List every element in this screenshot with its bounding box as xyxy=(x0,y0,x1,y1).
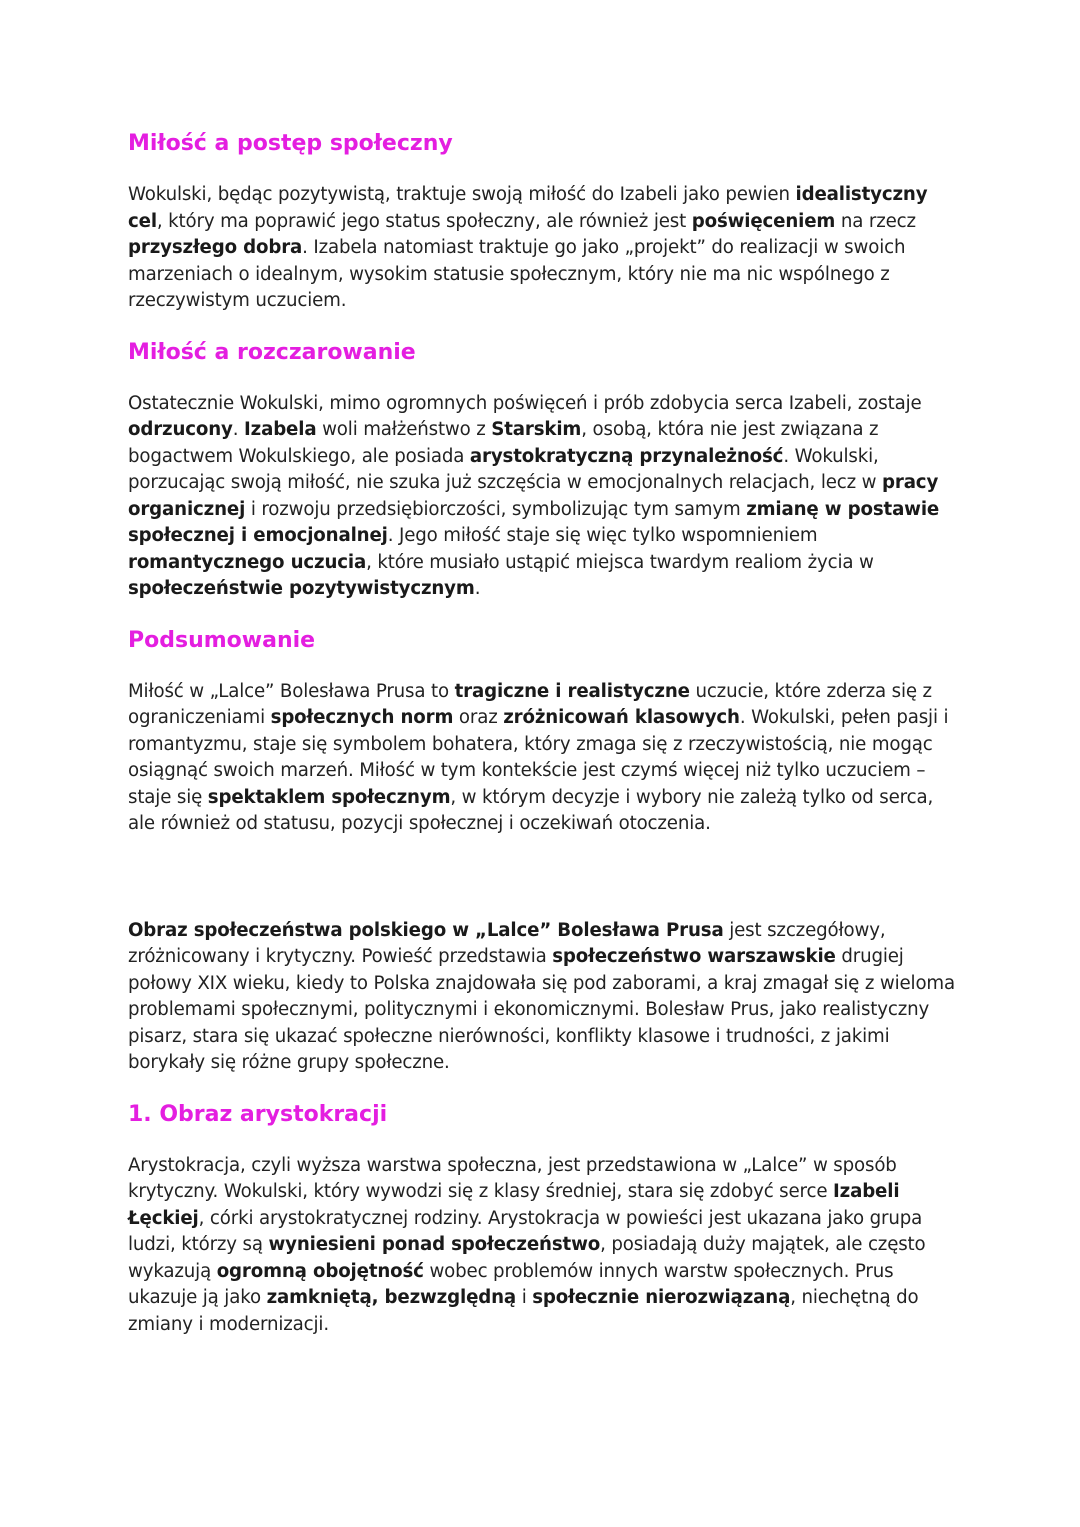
bold-phrase: odrzucony xyxy=(128,419,233,440)
heading-obraz-arystokracji: 1. Obraz arystokracji xyxy=(128,1101,388,1127)
bold-phrase: społecznie nierozwiązaną xyxy=(532,1287,791,1308)
heading-milosc-postep: Miłość a postęp społeczny xyxy=(128,131,453,156)
paragraph-podsumowanie: Miłość w „Lalce” Bolesława Prusa to tragiczne i realistyczne uczucie, które zderza się z ograniczeniami społecznych norm oraz zróżnicowań klasowych. Wokulski, pełen pasji i romantyzmu, staje się symbolem bohatera, który zmaga się z rzeczywistością, nie mogąc osiągnąć swoich marzeń. Miłość w tym kontekście jest czymś więcej niż tylko uczuciem – staje się spektaklem społecznym, w którym decyzje i wybory nie zależą tylko od serca, ale również od statusu, pozycji społecznej i oczekiwań otoczenia. xyxy=(128,680,949,834)
bold-phrase: społeczeństwie pozytywistycznym xyxy=(128,578,475,599)
bold-phrase: Izabela xyxy=(244,419,317,440)
bold-phrase: ogromną obojętność xyxy=(216,1260,424,1282)
heading-podsumowanie: Podsumowanie xyxy=(128,627,316,653)
bold-phrase: arystokratyczną przynależność xyxy=(469,445,784,467)
bold-phrase: społeczeństwo warszawskie xyxy=(552,946,836,967)
bold-phrase: pracy organicznej xyxy=(128,472,939,520)
document-content xyxy=(128,128,958,1338)
paragraph-milosc-rozczarowanie: Ostatecznie Wokulski, mimo ogromnych poświęceń i prób zdobycia serca Izabeli, zostaje odrzucony. Izabela woli małżeństwo z Starskim, osobą, która nie jest związana z bogactwem Wokulskiego, ale posiada arystokratyczną przynależność. Wokulski, porzucając swoją miłość, nie szuka już szczęścia w emocjonalnych relacjach, lecz w pracy organicznej i rozwoju przedsiębiorczości, symbolizując tym samym zmianę w postawie społecznej i emocjonalnej. Jego miłość staje się więc tylko wspomnieniem romantycznego uczucia, które musiało ustąpić miejsca twardym realiom życia w społeczeństwie pozytywistycznym. xyxy=(128,392,940,599)
bold-phrase: poświęceniem xyxy=(691,210,836,232)
bold-phrase: Starskim xyxy=(491,419,582,440)
bold-phrase: idealistyczny cel xyxy=(128,184,928,232)
bold-phrase: przyszłego dobra xyxy=(128,237,303,258)
paragraph-obraz-spoleczenstwa: Obraz społeczeństwa polskiego w „Lalce” Bolesława Prusa jest szczegółowy, zróżnicowany i krytyczny. Powieść przedstawia społeczeństwo warszawskie drugiej połowy XIX wieku, kiedy to Polska znajdowała się pod zaborami, a kraj zmagał się z wieloma problemami społecznymi, politycznymi i ekonomicznymi. Bolesław Prus, jako realistyczny pisarz, stara się ukazać społeczne nierówności, konflikty klasowe i trudności, z jakimi borykały się różne grupy społeczne. xyxy=(128,919,955,1073)
paragraph-obraz-arystokracji: Arystokracja, czyli wyższa warstwa społeczna, jest przedstawiona w „Lalce” w sposób krytyczny. Wokulski, który wywodzi się z klasy średniej, stara się zdobyć serce Izabeli Łęckiej, córki arystokratycznej rodziny. Arystokracja w powieści jest ukazana jako grupa ludzi, którzy są wyniesieni ponad społeczeństwo, posiadają duży majątek, ale często wykazują ogromną obojętność wobec problemów innych warstw społecznych. Prus ukazuje ją jako zamkniętą, bezwzględną i społecznie nierozwiązaną, niechętną do zmiany i modernizacji. xyxy=(128,1154,926,1335)
bold-phrase: romantycznego uczucia xyxy=(128,551,367,573)
bold-phrase: zmianę w postawie społecznej i emocjonalnej xyxy=(128,498,940,546)
heading-milosc-rozczarowanie: Miłość a rozczarowanie xyxy=(128,339,416,365)
bold-phrase: zamkniętą, bezwzględną xyxy=(266,1287,517,1308)
bold-phrase: zróżnicowań klasowych xyxy=(503,707,740,728)
bold-phrase: Obraz społeczeństwa polskiego w „Lalce” Bolesława Prusa xyxy=(128,919,724,941)
paragraph-milosc-postep: Wokulski, będąc pozytywistą, traktuje swoją miłość do Izabeli jako pewien idealistyczny cel, który ma poprawić jego status społeczny, ale również jest poświęceniem na rzecz przyszłego dobra. Izabela natomiast traktuje go jako „projekt” do realizacji w swoich marzeniach o idealnym, wysokim statusie społecznym, który nie ma nic wspólnego z rzeczywistym uczuciem. xyxy=(128,184,928,311)
bold-phrase: Izabeli Łęckiej xyxy=(128,1181,900,1229)
bold-phrase: społecznych norm xyxy=(270,707,454,728)
bold-phrase: wyniesieni ponad społeczeństwo xyxy=(268,1234,601,1255)
bold-phrase: spektaklem społecznym xyxy=(207,786,451,808)
bold-phrase: tragiczne i realistyczne xyxy=(454,680,690,702)
